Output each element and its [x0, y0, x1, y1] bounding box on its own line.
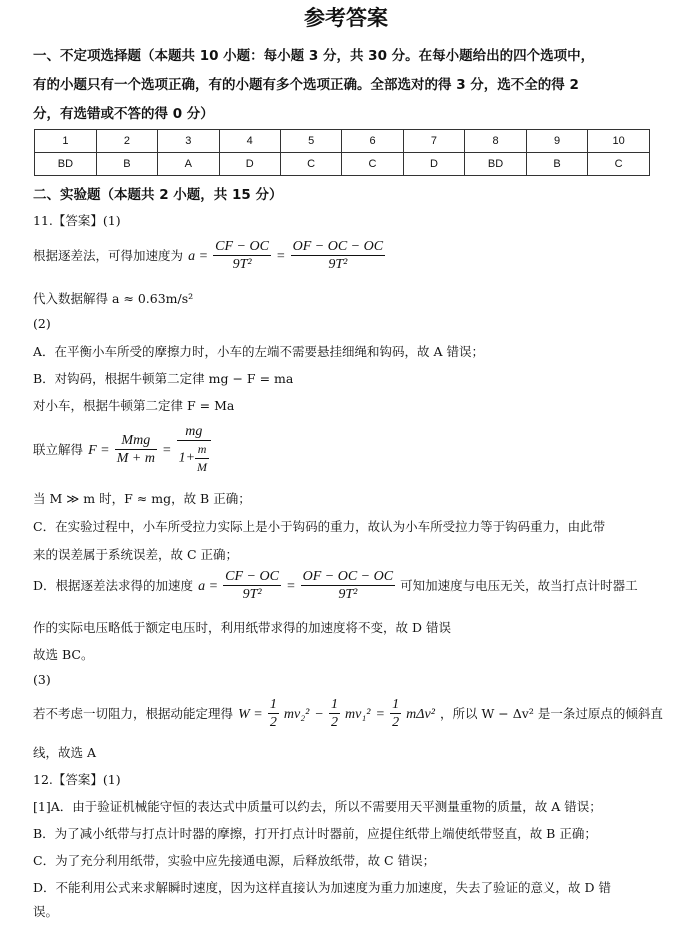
fraction-numerator: Mmg [115, 432, 157, 450]
a-equals: a = [198, 579, 219, 594]
table-cell: 1 [35, 130, 97, 153]
equals-sign: = [286, 579, 296, 594]
q12-line5: 误。 [33, 904, 59, 919]
table-cell: 10 [588, 130, 650, 153]
fraction-numerator: OF − OC − OC [302, 569, 394, 584]
fraction-numerator: mg [177, 423, 211, 441]
fraction [115, 432, 157, 467]
answer-table-numbers-row [35, 130, 650, 153]
part3-suffix: ，所以 W − Δv² 是一条过原点的倾斜直 [440, 706, 663, 721]
q11-option-c-line2: 来的误差属于系统误差，故 C 正确； [33, 547, 239, 562]
fraction-numerator: CF − OC [225, 569, 279, 584]
answer-table [34, 129, 650, 176]
q11-part3-line2: 线，故选 A [33, 745, 97, 760]
section1-line1: 一、不定项选择题（本题共 10 小题：每小题 3 分，共 30 分。在每小题给出的四个选项中， [33, 48, 595, 64]
table-cell: BD [465, 153, 527, 176]
table-cell: 2 [96, 130, 157, 153]
one-plus: 1+ [178, 450, 196, 466]
table-cell: 8 [465, 130, 527, 153]
joint-label: 联立解得 [33, 442, 84, 457]
a-equals: a = [188, 249, 209, 264]
f-equals: F = [88, 443, 110, 458]
q11-part3-label: (3) [33, 672, 51, 687]
mdv-term: mΔv² [406, 707, 435, 722]
w-equals: W = [238, 707, 263, 722]
fraction [223, 568, 281, 603]
q11-option-b-line3: 当 M ≫ m 时，F ≈ mg，故 B 正确； [33, 491, 251, 506]
mv1-term: mv₁² [345, 707, 371, 722]
fraction-denominator: M + m [116, 451, 155, 466]
table-cell: C [280, 153, 341, 176]
fraction-numerator: m [195, 441, 209, 459]
table-cell: C [588, 153, 650, 176]
fraction-denominator: 9T² [328, 257, 348, 272]
q12-line4: D．不能利用公式来求解瞬时速度，因为这样直接认为加速度为重力加速度，失去了验证的意义，故 D 错 [33, 880, 611, 895]
q11-option-d-line2: 作的实际电压略低于额定电压时，利用纸带求得的加速度将不变，故 D 错误 [33, 620, 451, 635]
fraction-denominator: 9T² [338, 587, 358, 602]
table-cell: 3 [158, 130, 219, 153]
fraction [301, 568, 395, 603]
section1-line2: 有的小题只有一个选项正确，有的小题有多个选项正确。全部选对的得 3 分，选不全的得 2 [33, 77, 579, 93]
section2-heading: 二、实验题（本题共 2 小题，共 15 分） [33, 187, 283, 203]
minus-sign: − [314, 707, 324, 722]
q12-line3: C．为了充分利用纸带，实验中应先接通电源，后释放纸带，故 C 错误； [33, 853, 436, 868]
fraction-numerator: OF − OC − OC [292, 239, 384, 254]
table-cell: A [158, 153, 219, 176]
q11-option-b-line2: 对小车，根据牛顿第二定律 F = Ma [33, 398, 235, 413]
table-cell: 5 [280, 130, 341, 153]
table-cell: C [342, 153, 403, 176]
fraction-denominator: 9T² [242, 587, 262, 602]
table-cell: D [219, 153, 280, 176]
equals-sign: = [162, 443, 172, 458]
fraction-denominator: 2 [269, 715, 277, 730]
q11-option-d-formula [33, 568, 638, 603]
fraction-denominator [177, 441, 211, 476]
option-d-suffix: 可知加速度与电压无关，故当打点计时器工 [400, 578, 638, 593]
q12-line2: B．为了减小纸带与打点计时器的摩擦，打开打点计时器前，应提住纸带上端使纸带竖直，故 B 正确； [33, 826, 597, 841]
table-cell: 4 [219, 130, 280, 153]
fraction-numerator: 1 [269, 697, 277, 712]
equals-sign: = [276, 249, 286, 264]
table-cell: 9 [526, 130, 587, 153]
part3-prefix: 若不考虑一切阻力，根据动能定理得 [33, 706, 234, 721]
table-cell: B [526, 153, 587, 176]
fraction-half [390, 696, 401, 731]
q11-joint-formula [33, 423, 211, 476]
option-d-prefix: D．根据逐差法求得的加速度 [33, 578, 194, 593]
fraction-numerator: 1 [330, 697, 338, 712]
q12-line1: [1]A．由于验证机械能守恒的表达式中质量可以约去，所以不需要用天平测量重物的质量，故 A 错误； [33, 799, 602, 814]
q11-accel-formula [33, 238, 385, 273]
table-cell: BD [35, 153, 97, 176]
fraction-denominator: M [197, 460, 208, 474]
table-cell: B [96, 153, 157, 176]
q12-label: 12.【答案】(1) [33, 772, 121, 787]
section1-line3: 分，有选错或不答的得 0 分） [33, 106, 214, 122]
fraction [291, 238, 385, 273]
table-cell: 7 [403, 130, 464, 153]
q11-label: 11.【答案】(1) [33, 213, 121, 228]
q11-accel-prefix: 根据逐差法，可得加速度为 [33, 248, 184, 263]
equals-sign: = [375, 707, 385, 722]
fraction-half [329, 696, 340, 731]
q11-part2-label: (2) [33, 316, 51, 331]
fraction-denominator: 2 [330, 715, 338, 730]
page-title: 参考答案 [304, 6, 388, 30]
q11-work-energy-formula [33, 696, 663, 731]
fraction [177, 423, 211, 476]
nested-fraction [195, 441, 209, 476]
fraction-denominator: 9T² [232, 257, 252, 272]
q11-option-c-line1: C．在实验过程中，小车所受拉力实际上是小于钩码的重力，故认为小车所受拉力等于钩码重力，由此带 [33, 519, 606, 534]
fraction-half [268, 696, 279, 731]
table-cell: D [403, 153, 464, 176]
answer-table-answers-row [35, 153, 650, 176]
q11-choose: 故选 BC。 [33, 647, 94, 662]
q11-option-a: A．在平衡小车所受的摩擦力时，小车的左端不需要悬挂细绳和钩码，故 A 错误； [33, 344, 485, 359]
q11-result: 代入数据解得 a ≈ 0.63m/s² [33, 291, 194, 306]
fraction [213, 238, 271, 273]
mv2-term: mv₂² [283, 707, 310, 722]
q11-option-b: B．对钩码，根据牛顿第二定律 mg − F = ma [33, 371, 294, 386]
fraction-numerator: 1 [392, 697, 400, 712]
fraction-numerator: CF − OC [215, 239, 269, 254]
table-cell: 6 [342, 130, 403, 153]
fraction-denominator: 2 [392, 715, 400, 730]
